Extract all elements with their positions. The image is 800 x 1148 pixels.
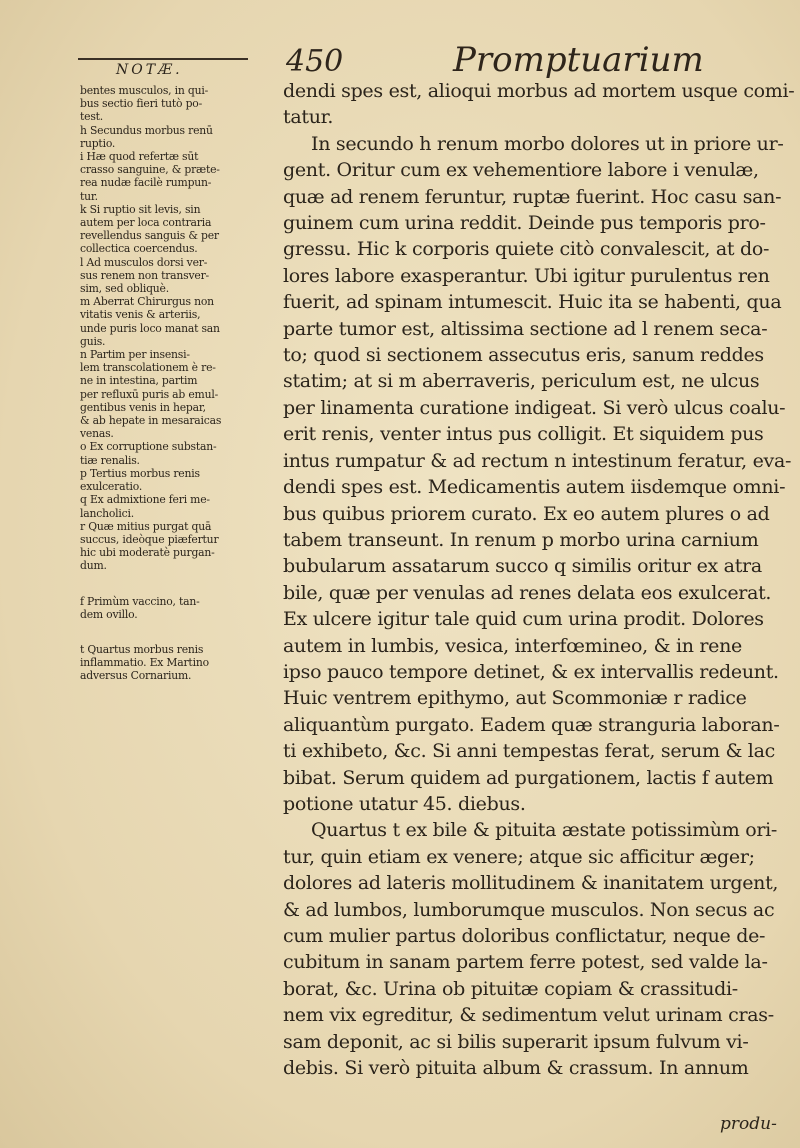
note-line: f Primùm vaccino, tan-	[80, 594, 200, 608]
note-line: hic ubi moderatè purgan-	[80, 546, 215, 560]
text-line: ti exhibeto, &c. Si anni tempestas ferat, serum & lac	[283, 740, 775, 763]
text-line: Ex ulcere igitur tale quid cum urina prodit. Dolores	[283, 608, 764, 631]
text-line: Huic ventrem epithymo, aut Scommoniæ r radice	[283, 687, 747, 710]
note-line: p Tertius morbus renis	[80, 466, 200, 480]
text-line: dendi spes est, alioqui morbus ad mortem usque comi-	[283, 80, 795, 102]
note-line: & ab hepate in mesaraicas	[80, 414, 222, 428]
text-line: & ad lumbos, lumborumque musculos. Non secus ac	[283, 898, 775, 921]
note-line: bentes musculos, in qui-	[80, 84, 209, 97]
note-line: autem per loca contraria	[80, 216, 212, 230]
text-line: cum mulier partus doloribus conflictatur, neque de-	[283, 925, 766, 947]
running-title: Promptuarium	[453, 40, 704, 80]
note-line: venas.	[80, 427, 114, 441]
text-line: sam deponit, ac si bilis superarit ipsum fulvum vi-	[283, 1030, 749, 1053]
text-line: to; quod si sectionem assecutus eris, sanum reddes	[283, 344, 764, 367]
text-line: cubitum in sanam partem ferre potest, sed valde la-	[283, 951, 768, 974]
main-text	[283, 78, 795, 1081]
note-line: revellendus sanguis & per	[80, 229, 219, 243]
note-line: sim, sed obliquè.	[80, 282, 169, 296]
text-line: Quartus t ex bile & pituita æstate potissimùm ori-	[311, 819, 778, 842]
note-line: o Ex corruptione substan-	[80, 440, 217, 454]
note-line: sus renem non transver-	[80, 268, 210, 282]
note-line: guis.	[80, 334, 106, 348]
note-line: crasso sanguine, & præte-	[80, 163, 220, 177]
text-line: debis. Si verò pituita album & crassum. In annum	[283, 1057, 749, 1080]
text-line: ipso pauco tempore detinet, & ex intervallis redeunt.	[283, 660, 779, 683]
text-line: dendi spes est. Medicamentis autem iisdemque omni-	[283, 476, 786, 499]
note-line: exulceratio.	[80, 480, 143, 494]
note-line: m Aberrat Chirurgus non	[80, 295, 214, 309]
text-line: lores labore exasperantur. Ubi igitur purulentus ren	[283, 264, 770, 287]
text-line: dolores ad lateris mollitudinem & inanitatem urgent,	[283, 872, 779, 895]
note-line: q Ex admixtione feri me-	[80, 493, 210, 507]
text-line: aliquantùm purgato. Eadem quæ stranguria laboran-	[283, 713, 780, 736]
text-line: bus quibus priorem curato. Ex eo autem plures o ad	[283, 502, 770, 525]
note-line: tiæ renalis.	[80, 453, 140, 467]
note-line: l Ad musculos dorsi ver-	[80, 255, 208, 269]
note-line: ruptio.	[80, 136, 116, 150]
note-line: rea nudæ facilè rumpun-	[80, 176, 212, 190]
note-line: inflammatio. Ex Martino	[80, 656, 209, 670]
catchword: produ-	[720, 1114, 777, 1134]
note-line: gentibus venis in hepar,	[80, 400, 206, 414]
text-line: quæ ad renem feruntur, ruptæ fuerint. Hoc casu san-	[283, 185, 782, 208]
text-line: gent. Oritur cum ex vehementiore labore i venulæ,	[283, 159, 759, 182]
text-line: erit renis, venter intus pus colligit. Et siquidem pus	[283, 423, 764, 446]
text-line: tatur.	[283, 106, 334, 129]
text-line: tur, quin etiam ex venere; atque sic afficitur æger;	[283, 845, 755, 868]
header-rule	[78, 58, 248, 60]
note-line: t Quartus morbus renis	[80, 642, 204, 656]
text-line: tabem transeunt. In renum p morbo urina carnium	[283, 528, 759, 551]
text-line: statim; at si m aberraveris, periculum est, ne ulcus	[283, 370, 760, 393]
note-line: lem transcolationem è re-	[80, 361, 216, 375]
note-line: r Quæ mitius purgat quā	[80, 519, 212, 533]
note-line: lancholici.	[80, 506, 134, 520]
text-line: autem in lumbis, vesica, interfœmineo, & in rene	[283, 634, 743, 657]
text-line: nem vix egreditur, & sedimentum velut urinam cras-	[283, 1004, 774, 1027]
marginal-notes	[80, 84, 276, 683]
note-line: ne in intestina, partim	[80, 374, 198, 388]
text-line: guinem cum urina reddit. Deinde pus temporis pro-	[283, 212, 766, 235]
note-line: collectica coercendus.	[80, 242, 198, 256]
text-line: borat, &c. Urina ob pituitæ copiam & crassitudi-	[283, 977, 738, 1000]
page-number: 450	[286, 44, 344, 79]
note-line: adversus Cornarium.	[80, 669, 192, 683]
text-line: parte tumor est, altissima sectione ad l renem seca-	[283, 317, 768, 340]
note-line: n Partim per insensi-	[80, 348, 190, 362]
text-line: intus rumpatur & ad rectum n intestinum feratur, eva-	[283, 449, 792, 472]
text-line: bibat. Serum quidem ad purgationem, lactis f autem	[283, 766, 774, 789]
text-line: bile, quæ per venulas ad renes delata eos exulcerat.	[283, 581, 772, 604]
note-line: h Secundus morbus renū	[80, 123, 213, 137]
note-line: tur.	[80, 189, 98, 203]
text-line: fuerit, ad spinam intumescit. Huic ita se habenti, qua	[283, 291, 782, 314]
text-line: In secundo h renum morbo dolores ut in priore ur-	[311, 132, 784, 155]
notes-heading: NOTÆ.	[116, 62, 183, 78]
text-line: potione utatur 45. diebus.	[283, 792, 526, 815]
text-line: bubularum assatarum succo q similis oritur ex atra	[283, 555, 762, 578]
note-line: succus, ideòque piæfertur	[80, 532, 219, 546]
note-line: test.	[80, 110, 104, 124]
note-line: dum.	[80, 559, 107, 573]
note-line: vitatis venis & arteriis,	[80, 308, 201, 322]
note-line: dem ovillo.	[80, 607, 138, 621]
text-line: gressu. Hic k corporis quiete citò convalescit, at do-	[283, 238, 770, 261]
note-line: per refluxū puris ab emul-	[80, 387, 219, 401]
note-line: bus sectio fieri tutò po-	[80, 97, 203, 111]
note-line: unde puris loco manat san	[80, 321, 220, 335]
note-line: k Si ruptio sit levis, sin	[80, 202, 201, 216]
text-line: per linamenta curatione indigeat. Si verò ulcus coalu-	[283, 396, 786, 419]
note-line: i Hæ quod refertæ sūt	[80, 150, 199, 164]
